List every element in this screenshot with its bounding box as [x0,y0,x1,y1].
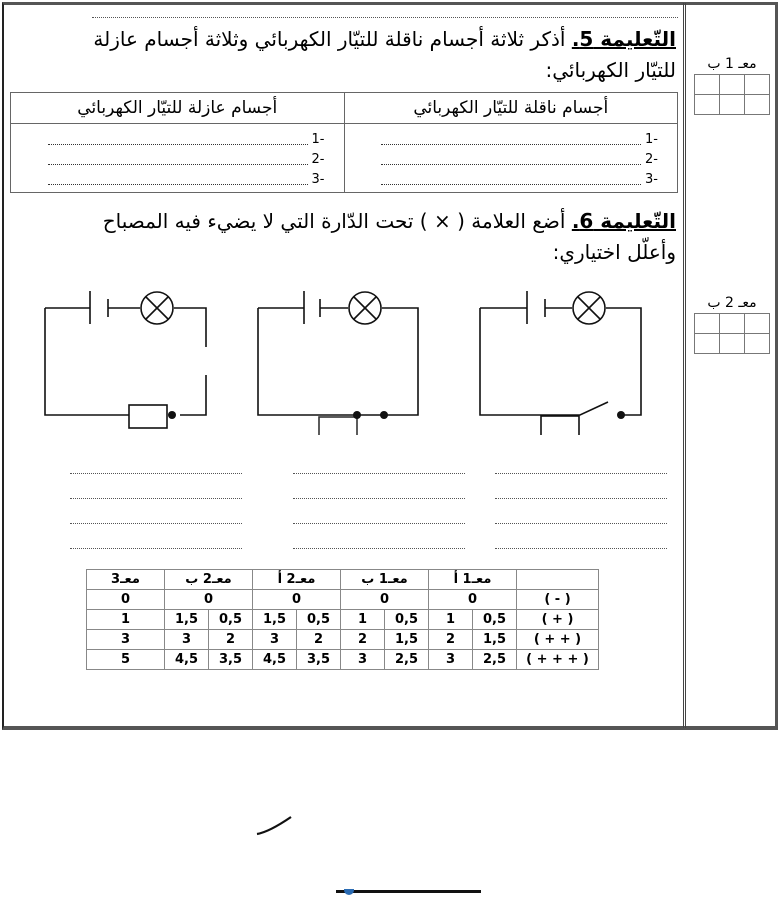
conductors-insulators-table [10,92,678,193]
answer-lines-right[interactable] [495,449,667,549]
grading-box-2b [694,295,770,354]
answer-line-dotted[interactable] [92,17,678,18]
answer-line[interactable]: -1 [355,130,668,150]
criteria-grading-table: معـ1 أ معـ1 ب معـ2 أ معـ2 ب معـ3 ( - ) 0 0 0 0 0 ( + ) 0,5 1 0,5 1 0,5 1,5 0,5 1,5 1 ( + + ) 1,5 2 1,5 2 2 3 2 3 3 ( + + + ) 2,5 3 2,5 3 3,5 4,5 3,5 4,5 5 [86,569,599,670]
insulators-answers [11,124,345,193]
stray-pen-mark [255,815,295,837]
conductors-answers [344,124,678,193]
conductors-header: أجسام ناقلة للتيّار الكهربائي [344,93,678,124]
question-5-label: التّعليمة 5. [571,27,676,51]
answer-line[interactable]: -2 [21,150,334,170]
criteria-header: معـ2 أ [253,570,341,590]
grading-label: معـ 2 ب [707,295,757,311]
stray-underline-mark [336,890,481,893]
grading-label: معـ 1 ب [707,56,757,72]
answer-lines-middle[interactable] [293,449,465,549]
answer-line[interactable]: -1 [21,130,334,150]
answer-lines-left[interactable] [70,449,242,549]
stray-blue-mark [344,889,354,895]
criteria-header: معـ1 أ [429,570,517,590]
grading-box-1b [694,56,770,115]
criteria-header: معـ2 ب [165,570,253,590]
circuit-left[interactable] [40,285,220,435]
circuit-middle[interactable] [253,285,433,435]
grading-column-divider [683,3,686,728]
insulators-header: أجسام عازلة للتيّار الكهربائي [11,93,345,124]
answer-line[interactable]: -3 [21,170,334,190]
criteria-header: معـ3 [87,570,165,590]
answer-line[interactable]: -3 [355,170,668,190]
question-6 [66,206,676,268]
answer-line[interactable]: -2 [355,150,668,170]
question-6-text: أضع العلامة ( × ) تحت الدّارة التي لا يضيء فيه المصباح وأعلّل اختياري: [102,209,676,264]
question-5-text: أذكر ثلاثة أجسام ناقلة للتيّار الكهربائي وثلاثة أجسام عازلة للتيّار الكهربائي: [93,27,676,82]
question-5 [66,24,676,86]
criteria-header: معـ1 ب [341,570,429,590]
question-6-label: التّعليمة 6. [571,209,676,233]
circuit-right[interactable] [475,285,655,435]
